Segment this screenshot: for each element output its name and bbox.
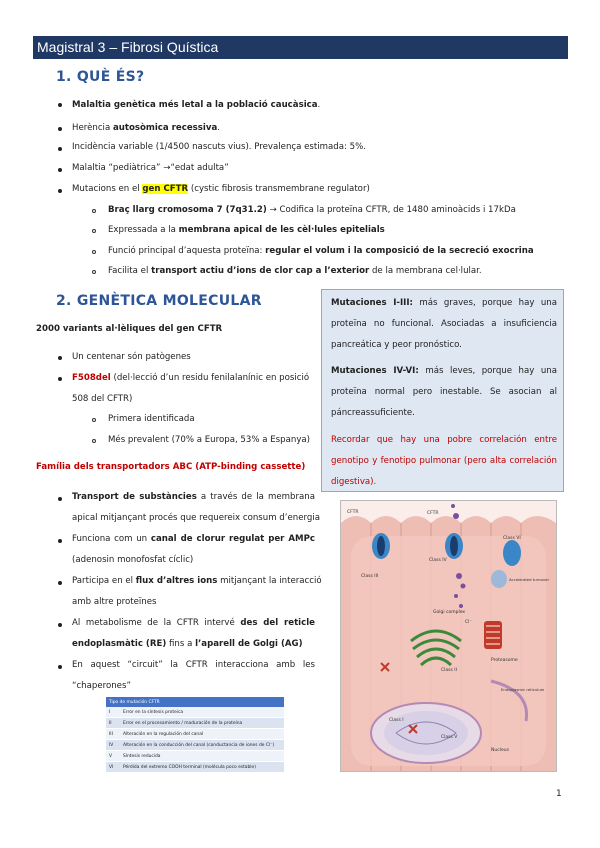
- family-bullet-4: Al metabolisme de la CFTR intervé des del reticle: [72, 618, 315, 628]
- family-bullet-1-line2: apical mitjançant procés que requereix consum d’energia: [72, 513, 320, 523]
- table-header: Tipo de mutación CFTR: [106, 697, 284, 707]
- sub-bullet-3: Funció principal d’aquesta proteïna: regular el volum i la composició de la secreció exocrina: [108, 246, 534, 256]
- sub-bullet-1: Braç llarg cromosoma 7 (7q31.2) → Codifica la proteïna CFTR, de 1480 aminoàcids i 17kDa: [108, 205, 516, 215]
- family-bullet-5: En aquest “circuit” la CFTR interacciona amb les: [72, 660, 315, 670]
- bullet-f508del-line2: 508 del CFTR): [72, 394, 133, 404]
- bullet-dot: [58, 581, 62, 585]
- bullet-4: Malaltia “pediàtrica” →“edat adulta”: [72, 163, 229, 173]
- family-bullet-2: Funciona com un canal de clorur regulat per AMPc: [72, 534, 315, 544]
- label-class-iii: Class III: [361, 574, 379, 579]
- bullet-dot: [58, 103, 62, 107]
- section-heading-2: 2. GENÈTICA MOLECULAR: [56, 293, 262, 309]
- table-row: II Error en el procesamiento / maduración de la proteína: [106, 718, 284, 729]
- label-chloride: Cl⁻: [465, 620, 472, 625]
- label-endoplasmic-reticulum: Endoplasmic reticulum: [501, 687, 545, 692]
- bullet-dot: [58, 377, 62, 381]
- sub-bullet-2: Expressada a la membrana apical de les cèl·lules epitelials: [108, 225, 385, 235]
- sub-bullet-circle: [92, 229, 96, 233]
- mutations-infobox: [321, 289, 564, 492]
- label-accelerated-turnover: Accelerated turnover: [509, 577, 550, 582]
- bullet-1: Malaltia genètica més letal a la població caucàsica.: [72, 100, 321, 110]
- bullet-f508del: F508del (del·lecció d’un residu fenilalanínic en posició: [72, 373, 310, 383]
- bullet-dot: [58, 539, 62, 543]
- sub-bullet-4: Facilita el transport actiu d’ions de clor cap a l’exterior de la membrana cel·lular.: [108, 266, 482, 276]
- bullet-dot: [58, 665, 62, 669]
- family-bullet-5-line2: “chaperones”: [72, 681, 131, 691]
- bullet-dot: [58, 147, 62, 151]
- label-class-i: Class I: [389, 718, 404, 723]
- family-bullet-3-line2: amb altre proteïnes: [72, 597, 157, 607]
- family-heading: Família dels transportadors ABC (ATP-binding cassette): [36, 462, 306, 472]
- table-row: IV Alteración en la conducción del canal (conductancia de iones de Cl⁻): [106, 740, 284, 751]
- bullet-dot: [58, 189, 62, 193]
- bullet-dot: [58, 356, 62, 360]
- label-class-v: Class V: [441, 735, 458, 740]
- bullet-dot: [58, 623, 62, 627]
- page-header: [33, 36, 568, 59]
- bullet-3: Incidència variable (1/4500 nascuts vius). Prevalença estimada: 5%.: [72, 142, 366, 152]
- bullet-dot: [58, 497, 62, 501]
- sub-bullet-circle: [92, 418, 96, 422]
- label-golgi: Golgi complex: [433, 610, 466, 615]
- infobox-para-2: Mutaciones IV-VI: más leves, porque hay una proteïna normal pero inestable. Se asocian al páncreassuficiente.: [331, 366, 557, 418]
- family-bullet-3: Participa en el flux d’altres ions mitjançant la interacció: [72, 576, 322, 586]
- label-class-vi: Class VI: [503, 536, 521, 541]
- bullet-dot: [58, 168, 62, 172]
- document-title: Magistral 3 – Fibrosi Quística: [37, 39, 219, 55]
- sub-bullet-circle: [92, 250, 96, 254]
- sub-first-identified: Primera identificada: [108, 414, 195, 424]
- bullet-2: Herència autosòmica recessiva.: [72, 123, 220, 133]
- section-heading-1: 1. QUÈ ÉS?: [56, 69, 145, 85]
- page-number: 1: [556, 789, 562, 799]
- table-row: I Error en la síntesis proteica: [106, 707, 284, 718]
- sub-prevalence: Més prevalent (70% a Europa, 53% a Espanya): [108, 435, 311, 445]
- label-class-iv: Class IV: [429, 558, 447, 563]
- infobox-para-1: Mutaciones I-III: más graves, porque hay una proteïna no funcional. Asociadas a insuficiencia pancreática y peor pronóstico.: [331, 298, 557, 350]
- sub-bullet-circle: [92, 439, 96, 443]
- table-row: V Síntesis reducida: [106, 751, 284, 762]
- label-cftr-left: CFTR: [347, 510, 359, 515]
- bullet-pathogenic: Un centenar són patògenes: [72, 352, 191, 362]
- mutation-types-table: [106, 697, 284, 773]
- sub-bullet-circle: [92, 209, 96, 213]
- bullet-dot: [58, 127, 62, 131]
- cftr-illustration: [341, 501, 556, 771]
- section2-subheading: 2000 variants al·lèliques del gen CFTR: [36, 324, 223, 334]
- family-bullet-1: Transport de substàncies a través de la membrana: [72, 492, 316, 502]
- label-nucleus: Nucleus: [491, 748, 509, 753]
- label-class-ii: Class II: [441, 668, 457, 673]
- bullet-5: Mutacions en el gen CFTR (cystic fibrosis transmembrane regulator): [72, 184, 370, 194]
- family-bullet-4-line2: endoplasmàtic (RE) fins a l’aparell de Golgi (AG): [72, 639, 303, 649]
- infobox-para-3: Recordar que hay una pobre correlación entre genotipo y fenotipo pulmonar (pero alta correlación digestiva).: [331, 435, 557, 487]
- label-proteasome: Proteasome: [491, 658, 518, 663]
- label-cftr-right: CFTR: [427, 511, 439, 516]
- cftr-classes-figure: [340, 500, 557, 772]
- family-bullet-2-line2: (adenosin monofosfat cíclic): [72, 555, 194, 565]
- table-row: VI Pérdida del extremo COOH terminal (molécula poco estable): [106, 762, 284, 773]
- table-row: III Alteración en la regulación del canal: [106, 729, 284, 740]
- sub-bullet-circle: [92, 270, 96, 274]
